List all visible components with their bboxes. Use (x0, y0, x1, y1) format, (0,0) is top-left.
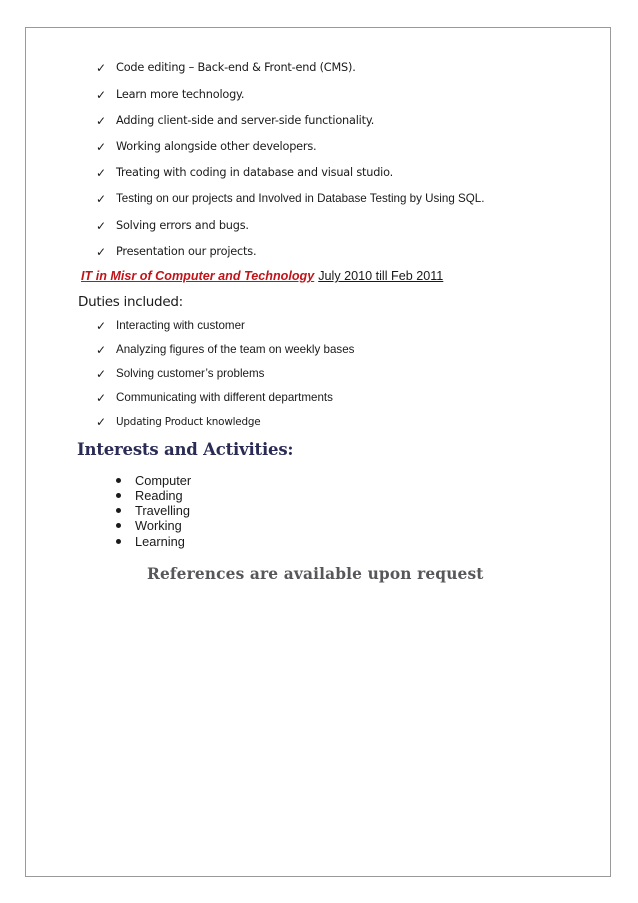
checkmark-icon: ✓ (96, 415, 106, 429)
list-item-text: Analyzing figures of the team on weekly bases (116, 343, 355, 356)
list-item-text: Communicating with different departments (116, 391, 333, 404)
checkmark-icon: ✓ (96, 343, 107, 357)
list-item-text: Updating Product knowledge (116, 416, 261, 428)
job-heading (81, 268, 443, 284)
references-note: References are available upon request (147, 565, 484, 583)
checkmark-icon: ✓ (96, 319, 107, 333)
checkmark-icon: ✓ (96, 391, 107, 405)
checkmark-icon: ✓ (96, 88, 106, 102)
duties-label: Duties included: (78, 294, 183, 310)
list-item-text: Reading (135, 488, 183, 503)
interests-heading: Interests and Activities: (77, 440, 294, 459)
checkmark-icon: ✓ (96, 245, 106, 259)
job-dates: July 2010 till Feb 2011 (318, 269, 444, 283)
bullet-dot-icon (116, 523, 121, 528)
list-item-text: Learn more technology. (116, 88, 245, 101)
bullet-dot-icon (116, 478, 121, 483)
list-item-text: Computer (135, 473, 192, 488)
list-item-text: Working (135, 518, 182, 533)
checkmark-icon: ✓ (96, 114, 106, 128)
list-item-text: Presentation our projects. (116, 245, 257, 258)
job-company: IT in Misr of Computer and Technology (81, 269, 315, 283)
bullet-dot-icon (116, 508, 121, 513)
checkmark-icon: ✓ (96, 140, 106, 154)
list-item-text: Interacting with customer (116, 319, 245, 332)
list-item-text: Learning (135, 534, 185, 549)
checkmark-icon: ✓ (96, 61, 106, 75)
bullet-dot-icon (116, 493, 121, 498)
checkmark-icon: ✓ (96, 219, 106, 233)
checkmark-icon: ✓ (96, 166, 106, 180)
checkmark-icon: ✓ (96, 192, 107, 206)
list-item-text: Code editing – Back-end & Front-end (CMS). (116, 61, 356, 74)
list-item-text: Solving errors and bugs. (116, 219, 249, 232)
checkmark-icon: ✓ (96, 367, 107, 381)
list-item-text: Treating with coding in database and visual studio. (116, 166, 394, 179)
list-item-text: Travelling (135, 503, 190, 518)
list-item-text: Solving customer’s problems (116, 367, 265, 380)
bullet-dot-icon (116, 539, 121, 544)
list-item-text: Testing on our projects and Involved in Database Testing by Using SQL. (116, 192, 485, 205)
list-item-text: Working alongside other developers. (116, 140, 317, 153)
list-item-text: Adding client-side and server-side functionality. (116, 114, 375, 127)
